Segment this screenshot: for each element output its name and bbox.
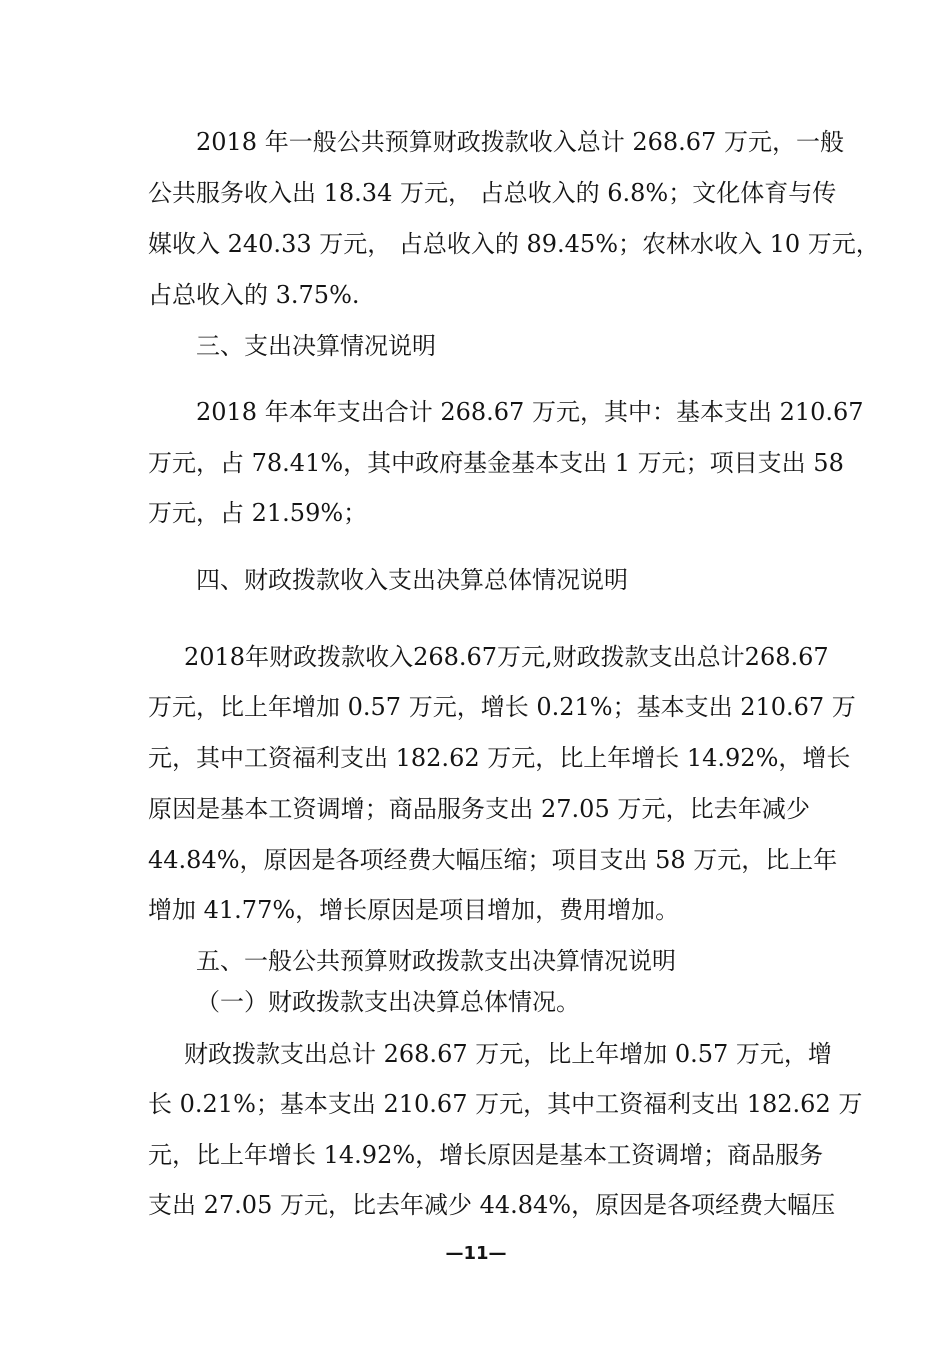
paragraph-line: 占总收入的 3.75%. [148, 281, 360, 309]
paragraph-line: 媒收入 240.33 万元， 占总收入的 89.45%；农林水收入 10 万元， [148, 230, 880, 258]
paragraph-line: 长 0.21%；基本支出 210.67 万元，其中工资福利支出 182.62 万 [148, 1090, 863, 1118]
section-heading-expenditure: 三、支出决算情况说明 [196, 332, 436, 360]
section-heading-fiscal-overview: 四、财政拨款收入支出决算总体情况说明 [196, 566, 628, 594]
paragraph-line: 公共服务收入出 18.34 万元， 占总收入的 6.8%；文化体育与传 [148, 179, 837, 207]
paragraph-line: 支出 27.05 万元，比去年减少 44.84%，原因是各项经费大幅压 [148, 1191, 836, 1219]
paragraph-line: 2018 年本年支出合计 268.67 万元，其中：基本支出 210.67 [196, 398, 864, 426]
section-heading-general-budget: 五、一般公共预算财政拨款支出决算情况说明 [196, 947, 676, 975]
paragraph-line: 增加 41.77%，增长原因是项目增加，费用增加。 [148, 896, 680, 924]
page-number: —11— [445, 1243, 507, 1264]
paragraph-line: 万元，占 21.59%； [148, 499, 368, 527]
paragraph-line: 44.84%，原因是各项经费大幅压缩；项目支出 58 万元，比上年 [148, 846, 838, 874]
paragraph-line: 万元，占 78.41%，其中政府基金基本支出 1 万元；项目支出 58 [148, 449, 844, 477]
paragraph-line: 2018年财政拨款收入268.67万元,财政拨款支出总计268.67 [184, 643, 829, 671]
paragraph-line: 原因是基本工资调增；商品服务支出 27.05 万元，比去年减少 [148, 795, 810, 823]
paragraph-line: 2018 年一般公共预算财政拨款收入总计 268.67 万元，一般 [196, 128, 844, 156]
paragraph-line: 财政拨款支出总计 268.67 万元，比上年增加 0.57 万元，增 [184, 1040, 832, 1068]
subsection-heading: （一）财政拨款支出决算总体情况。 [196, 988, 580, 1016]
paragraph-line: 元，其中工资福利支出 182.62 万元，比上年增长 14.92%，增长 [148, 744, 851, 772]
paragraph-line: 元，比上年增长 14.92%，增长原因是基本工资调增；商品服务 [148, 1141, 824, 1169]
paragraph-line: 万元，比上年增加 0.57 万元，增长 0.21%；基本支出 210.67 万 [148, 693, 856, 721]
